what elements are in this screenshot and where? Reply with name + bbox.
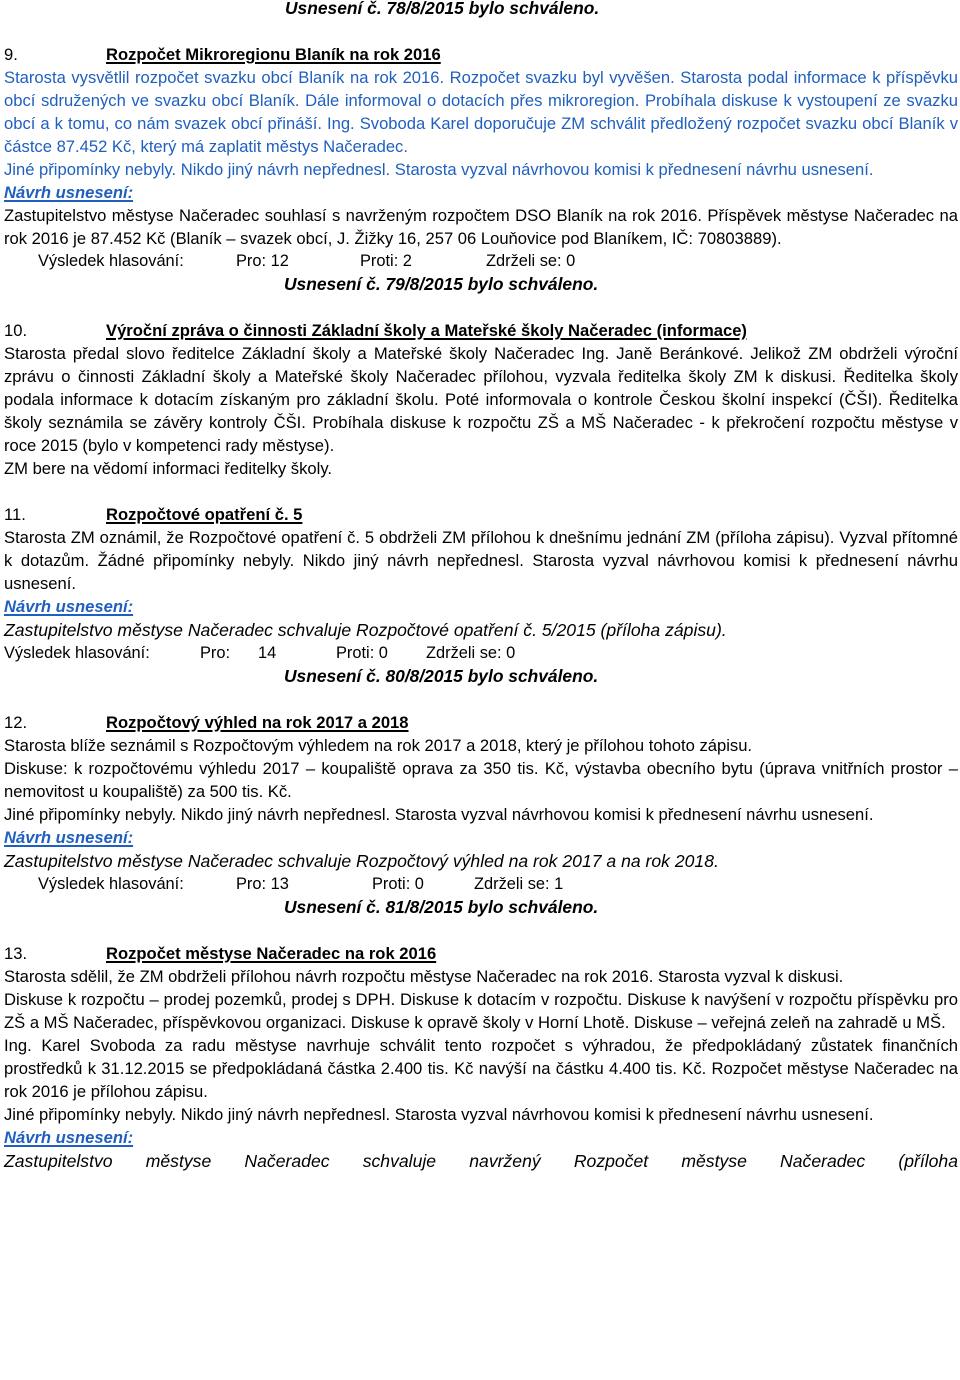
vote-for: Pro: 13 <box>236 875 289 893</box>
section-9-number: 9. <box>4 45 18 64</box>
section-9-proposal-label <box>4 181 958 204</box>
vote-label: Výsledek hlasování: <box>38 252 184 270</box>
vote-abstain: Zdrželi se: 1 <box>474 875 564 893</box>
section-11-body: Starosta ZM oznámil, že Rozpočtové opatření č. 5 obdrželi ZM přílohou k dnešnímu jednání ZM (příloha zápisu). Vyzval přítomné k dotazům. Žádné připomínky nebyly. Nikdo jiný návrh nepřednesl. Starosta vyzval návrhovou komisi k přednesení návrhu usnesení. <box>4 528 958 593</box>
section-9-proposal-text: Zastupitelstvo městyse Načeradec souhlasí s navrženým rozpočtem DSO Blaník na rok 2016. Příspěvek městyse Načeradec na rok 2016 je 87.452 Kč (Blaník – svazek obcí, J. Žižky 16, 257 06 Louňovice pod Blaníkem, IČ: 70803889). <box>4 206 958 248</box>
section-10 <box>4 319 958 480</box>
section-11-proposal-label <box>4 595 958 618</box>
section-12 <box>4 711 958 919</box>
section-13-recommendation: Ing. Karel Svoboda za radu městyse navrhuje schválit tento rozpočet s výhradou, že předpokládaný zůstatek finančních prostředků k 31.12.2015 se předpokládaná částka 2.400 tis. Kč navýší na částku 4.400 tis. Kč. Rozpočet městyse Načeradec na rok 2016 je přílohou zápisu. <box>4 1036 958 1101</box>
section-9 <box>4 43 958 296</box>
section-12-number: 12. <box>4 713 28 732</box>
vote-abstain: Zdrželi se: 0 <box>426 644 516 662</box>
section-11-title: Rozpočtové opatření č. 5 <box>106 505 303 524</box>
vote-abstain: Zdrželi se: 0 <box>486 252 576 270</box>
vote-for: Pro: 12 <box>236 252 289 270</box>
section-13-body: Starosta sdělil, že ZM obdrželi přílohou návrh rozpočtu městyse Načeradec na rok 2016. Starosta vyzval k diskusi. <box>4 967 844 986</box>
section-13-discussion: Diskuse k rozpočtu – prodej pozemků, prodej s DPH. Diskuse k dotacím v rozpočtu. Diskuse k navýšení v rozpočtu příspěvku pro ZŠ a MŠ Načeradec, příspěvkovou organizaci. Diskuse k opravě školy v Horní Lhotě. Diskuse – veřejná zeleň na zahradě u MŠ. <box>4 990 958 1032</box>
section-13-number: 13. <box>4 944 28 963</box>
section-11-number: 11. <box>4 505 26 524</box>
section-12-title: Rozpočtový výhled na rok 2017 a 2018 <box>106 713 409 732</box>
section-11-vote <box>4 642 958 665</box>
section-13-proposal-text: Zastupitelstvo městyse Načeradec schvaluje navržený Rozpočet městyse Načeradec (příloha <box>4 1151 958 1171</box>
section-12-closing: Jiné připomínky nebyly. Nikdo jiný návrh nepřednesl. Starosta vyzval návrhovou komisi k přednesení návrhu usnesení. <box>4 805 874 824</box>
section-10-body: Starosta předal slovo ředitelce Základní školy a Mateřské školy Načeradec Ing. Janě Beránkové. Jelikož ZM obdrželi výroční zprávu o činnosti Základní školy a Mateřské školy Načeradec přílohou, vyzvala ředitelka školy ZM k diskusi. Ředitelka školy podala informace k dotacím získaným pro základní školu. Poté informovala o kontrole Českou školní inspekcí (ČŠI). Ředitelka školy seznámila se závěry kontroly ČŠI. Probíhala diskuse k rozpočtu ZŠ a MŠ Načeradec - k překročení rozpočtu městyse v roce 2015 (bylo v kompetenci rady městyse). <box>4 344 958 455</box>
proposal-label: Návrh usnesení: <box>4 183 134 202</box>
section-13-title: Rozpočet městyse Načeradec na rok 2016 <box>106 944 437 963</box>
section-12-discussion: Diskuse: k rozpočtovému výhledu 2017 – koupaliště oprava za 350 tis. Kč, výstavba obecního bytu (úprava vnitřních prostor – nemovitost u koupaliště) za 500 tis. Kč. <box>4 759 958 801</box>
section-12-proposal-text: Zastupitelstvo městyse Načeradec schvaluje Rozpočtový výhled na rok 2017 a na rok 2018. <box>4 851 719 871</box>
vote-label: Výsledek hlasování: <box>4 644 150 662</box>
section-9-resolution: Usnesení č. 79/8/2015 bylo schváleno. <box>284 274 599 294</box>
section-10-number: 10. <box>4 321 28 340</box>
section-10-closing: ZM bere na vědomí informaci ředitelky školy. <box>4 459 332 478</box>
section-12-body: Starosta blíže seznámil s Rozpočtovým výhledem na rok 2017 a 2018, který je přílohou tohoto zápisu. <box>4 736 753 755</box>
section-12-vote <box>4 873 958 896</box>
section-13-closing: Jiné připomínky nebyly. Nikdo jiný návrh nepřednesl. Starosta vyzval návrhovou komisi k přednesení návrhu usnesení. <box>4 1105 874 1124</box>
section-11-heading <box>4 503 958 526</box>
section-13-heading <box>4 942 958 965</box>
proposal-label: Návrh usnesení: <box>4 828 134 847</box>
proposal-label: Návrh usnesení: <box>4 1128 134 1147</box>
vote-for-label: Pro: <box>200 644 231 662</box>
proposal-label: Návrh usnesení: <box>4 597 134 616</box>
section-13 <box>4 942 958 1173</box>
section-10-title: Výroční zpráva o činnosti Základní školy a Mateřské školy Načeradec (informace) <box>106 321 747 340</box>
section-12-proposal-label <box>4 826 958 849</box>
section-9-body: Starosta vysvětlil rozpočet svazku obcí Blaník na rok 2016. Rozpočet svazku byl vyvěšen. Starosta podal informace k příspěvku obcí sdružených ve svazku obcí Blaník. Dále informoval o dotacích přes mikroregion. Probíhala diskuse k vystoupení ze svazku obcí a k tomu, co nám svazek obcí přináší. Ing. Svoboda Karel doporučuje ZM schválit předložený rozpočet svazku obcí Blaník v částce 87.452 Kč, který má zaplatit městys Načeradec. <box>4 68 958 156</box>
vote-against: Proti: 2 <box>360 252 412 270</box>
vote-for-value: 14 <box>258 644 277 662</box>
section-11-resolution: Usnesení č. 80/8/2015 bylo schváleno. <box>284 666 599 686</box>
section-13-proposal-label <box>4 1126 958 1149</box>
section-9-heading <box>4 43 958 66</box>
resolution-78: Usnesení č. 78/8/2015 bylo schváleno. <box>285 0 600 18</box>
section-9-title: Rozpočet Mikroregionu Blaník na rok 2016 <box>106 45 441 64</box>
section-12-resolution: Usnesení č. 81/8/2015 bylo schváleno. <box>284 897 599 917</box>
section-12-heading <box>4 711 958 734</box>
vote-against: Proti: 0 <box>372 875 424 893</box>
section-11-proposal-text: Zastupitelstvo městyse Načeradec schvaluje Rozpočtové opatření č. 5/2015 (příloha zápisu). <box>4 620 727 640</box>
section-10-heading <box>4 319 958 342</box>
document-page <box>4 0 958 1173</box>
section-9-vote <box>4 250 958 273</box>
section-11 <box>4 503 958 688</box>
vote-label: Výsledek hlasování: <box>38 875 184 893</box>
section-9-closing: Jiné připomínky nebyly. Nikdo jiný návrh nepřednesl. Starosta vyzval návrhovou komisi k přednesení návrhu usnesení. <box>4 160 874 179</box>
vote-against: Proti: 0 <box>336 644 388 662</box>
